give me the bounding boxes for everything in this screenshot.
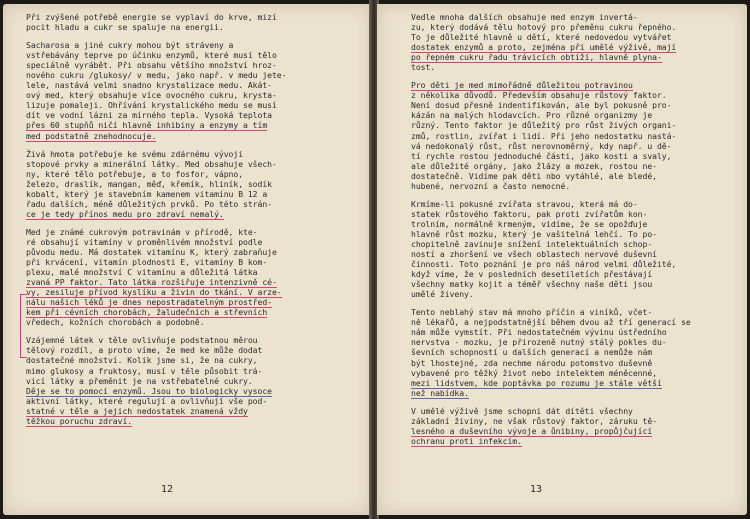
text-line: všechny matky kojit a téměř všechny naše děti jsou xyxy=(411,279,653,290)
text-line: Děje se to pomocí enzymů. Jsou to biologicky vysoce xyxy=(26,385,272,396)
text-line: Tento neblahý stav má mnoho příčin a viníků, včet- xyxy=(411,307,653,318)
paragraph-gap xyxy=(26,32,354,40)
text-line: ností a zhoršení ve všech oblastech nervové duševní xyxy=(411,249,657,260)
text-line: dít ve vodní lázni za mírného tepla. Vysoká teplota xyxy=(26,110,272,121)
text-line: chopitelně zavinuje snížení intelektuálních schop- xyxy=(411,238,653,249)
text-line: vá nedokonalý růst, růst nerovnoměrný, kdy např. u dě- xyxy=(411,140,672,151)
text-line: ny, které tělo potřebuje, a to fosfor, vápno, xyxy=(26,168,244,179)
right-page-text xyxy=(411,12,731,446)
text-line: při krvácení, vitamín plodnosti E, vitamíny B kom- xyxy=(26,257,268,268)
text-line: statné v těle a jejich nedostatek znamená vždy xyxy=(26,405,248,416)
text-line: základní živiny, ne však růstový faktor, záruku tě- xyxy=(411,415,657,426)
text-line: nervstva - mozku, je přirozeně nutný stálý pokles du- xyxy=(411,337,667,348)
paragraph-gap xyxy=(411,398,731,406)
text-line: mimo glukosy a fruktosy, musí v těle působit trá- xyxy=(26,365,263,376)
text-line: po řepném cukru řadu trávicích obtíží, hlavně plyna- xyxy=(411,52,662,63)
text-line: přes 60 stupňů ničí hlavně inhibiny a enzymy a tím xyxy=(26,120,268,131)
text-line: Med je známé cukrovým potravinám v přírodě, kte- xyxy=(26,226,258,237)
text-line: Krmíme-li pokusné zvířata stravou, která má do- xyxy=(411,198,638,209)
margin-bracket-mark xyxy=(20,294,27,358)
text-line: umělé živeny. xyxy=(411,289,474,300)
text-line: nálu našich léků je dnes nepostradatelným prostřed- xyxy=(26,297,272,308)
text-line: činnosti. Toto poznání je pro náš národ velmi důležité, xyxy=(411,259,677,270)
left-page-text xyxy=(26,12,354,426)
left-page xyxy=(3,4,371,515)
text-line: trolním, normálně krmeným, vidíme, že se opožďuje xyxy=(411,218,648,229)
text-line: Živá hmota potřebuje ke svému zdárnému vývoji xyxy=(26,148,244,159)
text-line: ový med, který obsahuje více ovocného cukru, krysta- xyxy=(26,90,277,101)
text-line: statek růstového faktoru, pak proti zvířatům kon- xyxy=(411,208,648,219)
text-line: pocit hladu a cukr se spaluje na energii. xyxy=(26,22,224,33)
text-line: zvaná PP faktor. Tato látka rozšiřuje intenzivně cé- xyxy=(26,277,277,288)
text-line: V umělé výživě jsme schopni dát dítěti všechny xyxy=(411,405,633,416)
text-line: Vedle mnoha dalších obsahuje med enzym invertá- xyxy=(411,12,638,22)
text-line: plexu, malé množství C vitamínu a důležitá látka xyxy=(26,267,258,278)
text-line: když víme, že v posledních desetiletích přestávají xyxy=(411,269,653,280)
left-page-number: 12 xyxy=(161,484,174,495)
text-line: hlavně růst mozku, který je vašitelná lehčí. To po- xyxy=(411,228,657,239)
text-line: zu, který dodává tělu hotový pro přeměnu cukru řepného. xyxy=(411,22,677,33)
text-line: dostatek enzymů a proto, zejména při umělé výživě, mají xyxy=(411,42,677,53)
text-line: To je důležité hlavně u dětí, které nedovedou vytvářet xyxy=(411,32,672,43)
text-line: lizuje pomaleji. Ohřívání krystalického medu se musí xyxy=(26,100,277,111)
text-line: řadu dalších, méně důležitých prvků. Po této strán- xyxy=(26,198,272,209)
right-page-number: 13 xyxy=(530,484,543,495)
text-line: med podstatně znehodnocuje. xyxy=(26,130,157,141)
text-line: stopové prvky a minerální látky. Med obsahuje všech- xyxy=(26,158,277,169)
text-line: tělový rozdíl, a proto víme, že med ke může dodat xyxy=(26,345,263,356)
text-line: tí rychle rostou jednoduché části, jako kosti a svaly, xyxy=(411,150,672,161)
text-line: Vzájemné látek v těle ovlivňuje podstatnou měrou xyxy=(26,335,258,346)
text-line: než nabídka. xyxy=(411,387,469,398)
text-line: různý. Tento faktor je důležitý pro růst živých organi- xyxy=(411,120,677,131)
text-line: Není dosud přesně indentifikován, ale byl pokusně pro- xyxy=(411,100,672,111)
text-line: Sacharosa a jiné cukry mohou být stráveny a xyxy=(26,40,234,51)
text-line: hubené, nervozní a často nemocné. xyxy=(411,180,571,191)
text-line: těžkou poruchu zdraví. xyxy=(26,415,133,426)
paragraph-gap xyxy=(26,219,354,227)
text-line: ale důležité orgány, jako žlázy a mozek, rostou ne- xyxy=(411,160,657,171)
paragraph-gap xyxy=(411,299,731,307)
text-line: ré obsahují vitamíny v proměnlivém množství podle xyxy=(26,236,263,247)
text-line: speciálně vyrábět. Při obsahu většího množství hroz- xyxy=(26,60,277,71)
text-line: kobalt, který je stavebním kamenem vitamínu B 12 a xyxy=(26,188,268,199)
text-line: železo, draslík, mangan, měď, křemík, hliník, sodík xyxy=(26,178,272,189)
text-line: lesného a duševního vývoje a ůnibiny, propůjčující xyxy=(411,425,653,436)
text-line: vicí látky a přeměnit je na vstřebatelné cukry. xyxy=(26,375,253,386)
text-line: vstřebávány teprve po účinku enzymů, které musí tělo xyxy=(26,50,277,61)
text-line: nového cukru /glukosy/ v medu, jako např. v medu jete- xyxy=(26,70,287,81)
text-line: vředech, kožních chorobách a podobně. xyxy=(26,317,205,328)
paragraph-gap xyxy=(26,141,354,149)
text-line: kázán na malých hlodavcích. Pro různé organizmy je xyxy=(411,110,653,121)
paragraph-gap xyxy=(411,191,731,199)
right-page xyxy=(377,4,747,515)
text-line: dostatečné množství. Kolik jsme si, že na cukry, xyxy=(26,355,258,366)
text-line: vy, zesiluje přívod kyslíku a živin do tkání. V arze- xyxy=(26,287,282,298)
text-line: vybavené pro těžký život nebo intelektem méněcenné, xyxy=(411,367,657,378)
text-line: nám může vymstít. Při nedostatečném vývinu ústředního xyxy=(411,327,667,338)
text-line: mezi lidstvem, kde poptávka po rozumu je stále větší xyxy=(411,377,662,388)
text-line: aktivní látky, které regulují a ovlivňují vše pod- xyxy=(26,395,268,406)
text-line: kem při cévních chorobách, žaludečních a střevních xyxy=(26,307,268,318)
text-line: zmů, rostlin, zvířat i lidí. Při jeho nedostatku nastá- xyxy=(411,130,677,141)
paragraph-gap xyxy=(411,72,731,80)
text-line: původu medu. Má dostatek vitamínu K, který zabraňuje xyxy=(26,246,277,257)
text-line: ce je tedy přínos medu pro zdraví nemalý. xyxy=(26,208,224,219)
text-line: Při zvýšené potřebě energie se vyplaví do krve, mizí xyxy=(26,12,277,22)
text-line: tost. xyxy=(411,62,436,73)
text-line: z několika důvodů. Především obsahuje růstový faktor. xyxy=(411,90,667,101)
text-line: Pro děti je med mimořádně důležitou potravinou xyxy=(411,80,633,91)
text-line: ochranu proti infekcím. xyxy=(411,435,522,446)
text-line: ně lékařů, a nejpodstatnější během dvou až tří generací se xyxy=(411,317,691,328)
text-line: ševních schopností u dalších generací a nemůže nám xyxy=(411,347,653,358)
paragraph-gap xyxy=(26,327,354,335)
text-line: lele, nastává velmi snadno krystalizace medu. Akát- xyxy=(26,80,272,91)
text-line: být lhostejné, zda nechme národu potomstvo duševně xyxy=(411,357,653,368)
text-line: dostatečně. Vidíme pak děti nbo vytáhlé, ale bledé, xyxy=(411,170,657,181)
